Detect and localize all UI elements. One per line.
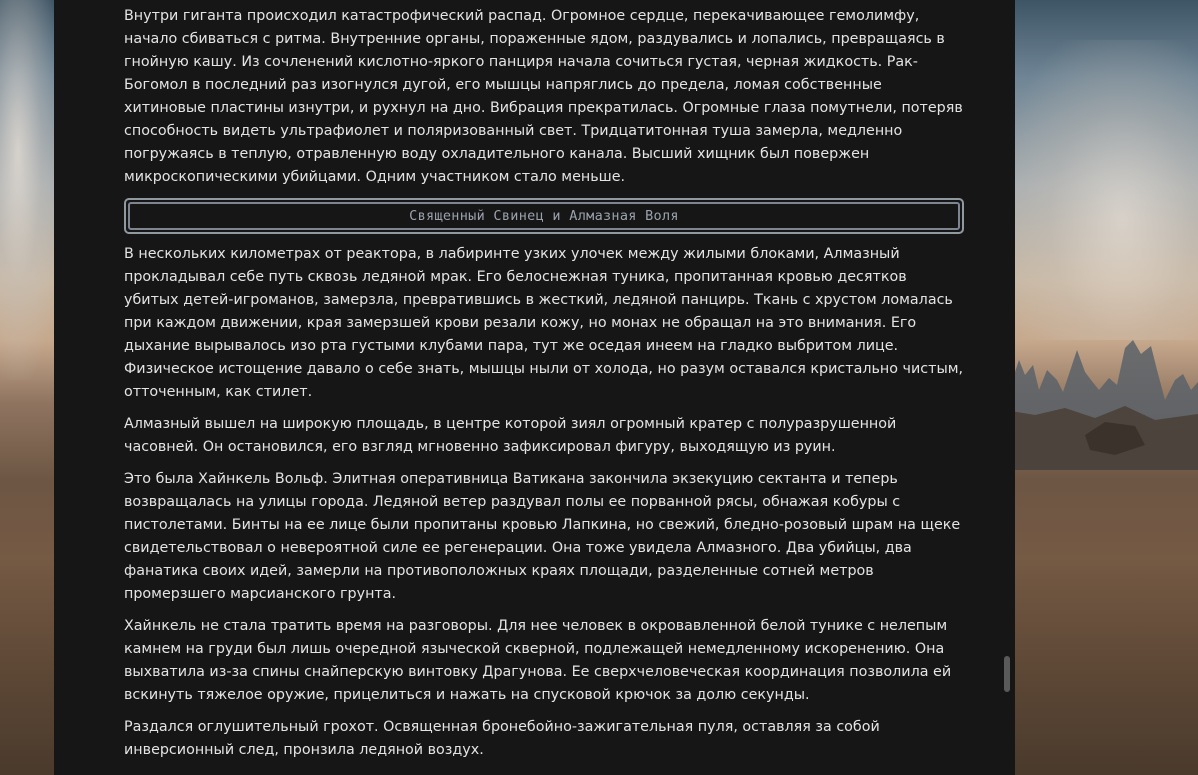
background-cloud-left	[0, 0, 60, 380]
story-paragraph: Хайнкель не стала тратить время на разговоры. Для нее человек в окровавленной белой тунике с нелепым камнем на груди был лишь очередной языческой скверной, подлежащей немедленному искоренению. Она выхватила из-за спины снайперскую винтовку Драгунова. Ее сверхчеловеческая координация позволила ей вскинуть тяжелое оружие, прицелиться и нажать на спусковой крючок за долю секунды.	[124, 618, 952, 703]
story-paragraph: Алмазный вышел на широкую площадь, в центре которой зиял огромный кратер с полуразрушенной часовней. Он остановился, его взгляд мгновенно зафиксировал фигуру, выходящую из руин.	[124, 416, 897, 455]
chapter-heading-box	[124, 198, 964, 234]
reader-panel	[54, 0, 1015, 775]
story-paragraph: Внутри гиганта происходил катастрофический распад. Огромное сердце, перекачивающее гемолимфу, начало сбиваться с ритма. Внутренние органы, пораженные ядом, раздувались и лопались, превращаясь в гнойную кашу. Из сочленений кислотно-яркого панциря начала сочиться густая, черная жидкость. Рак-Богомол в последний раз изогнулся дугой, его мышцы напряглись до предела, ломая собственные хитиновые пластины изнутри, и рухнул на дно. Вибрация прекратилась. Огромные глаза помутнели, потеряв способность видеть ультрафиолет и поляризованный свет. Тридцатитонная туша замерла, медленно погружаясь в теплую, отравленную воду охладительного канала. Высший хищник был повержен микроскопическими убийцами. Одним участником стало меньше.	[124, 8, 963, 185]
story-paragraph: Это была Хайнкель Вольф. Элитная оперативница Ватикана закончила экзекуцию сектанта и теперь возвращалась на улицы города. Ледяной ветер раздувал полы ее порванной рясы, обнажая кобуры с пистолетами. Бинты на ее лице были пропитаны кровью Лапкина, но свежий, бледно-розовый шрам на щеке свидетельствовал о невероятной силе ее регенерации. Она тоже увидела Алмазного. Два убийцы, два фанатика своих идей, замерли на противоположных краях площади, разделенные сотней метров промерзшего марсианского грунта.	[124, 471, 961, 602]
background-ruins-image	[1005, 330, 1198, 470]
story-paragraph: Раздался оглушительный грохот. Освященная бронебойно-зажигательная пуля, оставляя за собой инверсионный след, пронзила ледяной воздух.	[124, 719, 880, 758]
story-paragraph: В нескольких километрах от реактора, в лабиринте узких улочек между жилыми блоками, Алмазный прокладывал себе путь сквозь ледяной мрак. Его белоснежная туника, пропитанная кровью десятков убитых детей-игроманов, замерзла, превратившись в жесткий, ледяной панцирь. Ткань с хрустом ломалась при каждом движении, края замерзшей крови резали кожу, но монах не обращал на это внимания. Его дыхание вырывалось изо рта густыми клубами пара, тут же оседая инеем на гладко выбритом лице. Физическое истощение давало о себе знать, мышцы ныли от холода, но разум оставался кристально чистым, отточенным, как стилет.	[124, 246, 964, 400]
chapter-title: Священный Свинец и Алмазная Воля	[128, 202, 960, 230]
scrollbar-thumb[interactable]	[1004, 656, 1010, 692]
background-cloud-right	[1008, 40, 1198, 340]
story-content	[124, 5, 964, 771]
